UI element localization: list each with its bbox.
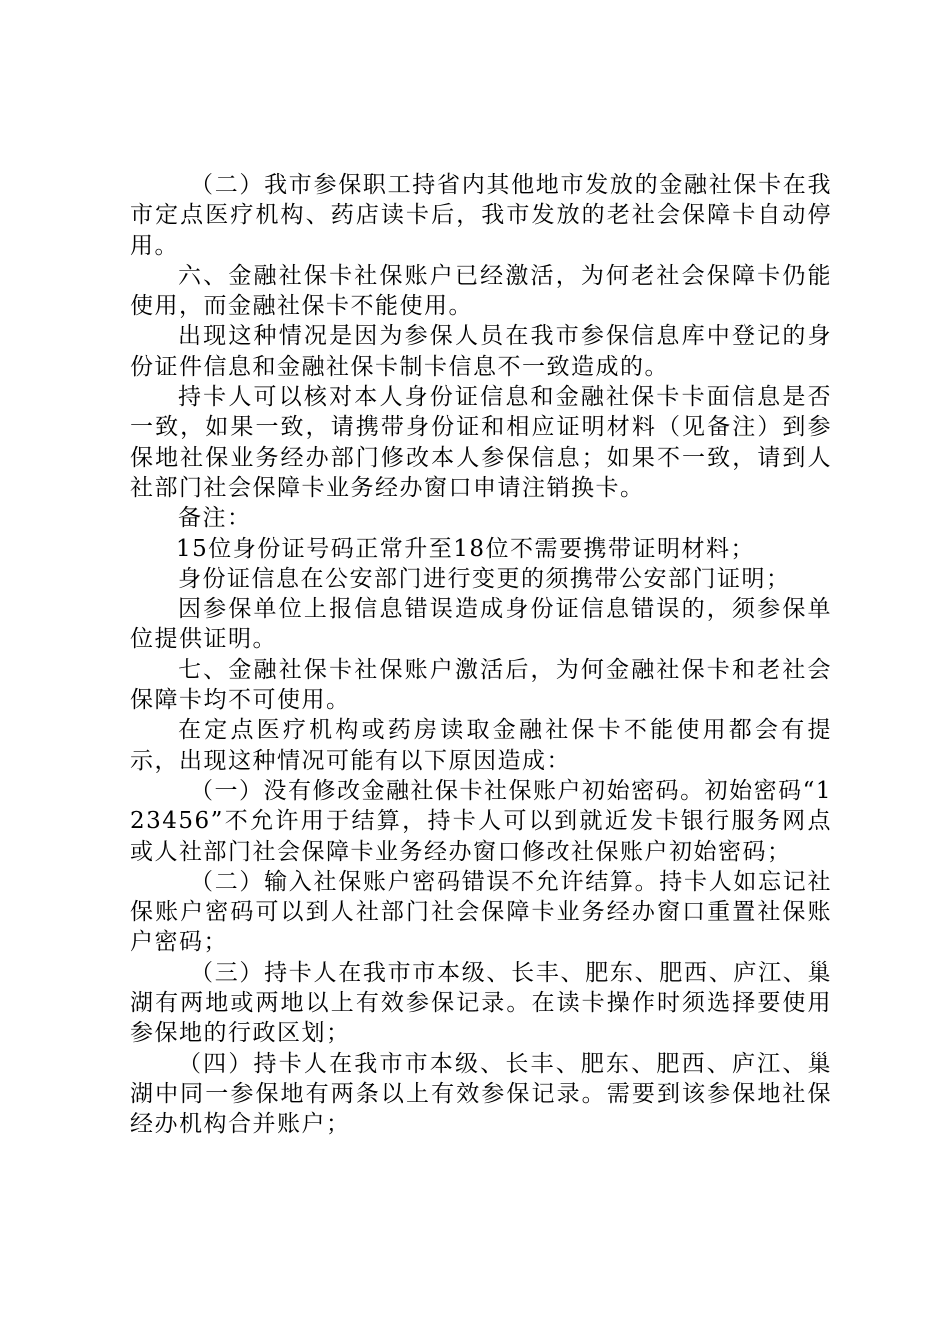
paragraph-6: 15位身份证号码正常升至18位不需要携带证明材料；	[176, 535, 756, 562]
paragraph-7: 身份证信息在公安部门进行变更的须携带公安部门证明；	[178, 565, 791, 592]
paragraph-1: （二）我市参保职工持省内其他地市发放的金融社保卡在我市定点医疗机构、药店读卡后，我市发放的老社会保障卡自动停用。	[130, 172, 832, 259]
paragraph-2: 六、金融社保卡社保账户已经激活，为何老社会保障卡仍能使用，而金融社保卡不能使用。	[130, 262, 832, 320]
paragraph-14: （四）持卡人在我市市本级、长丰、肥东、肥西、庐江、巢湖中同一参保地有两条以上有效参保记录。需要到该参保地社保经办机构合并账户；	[130, 1050, 832, 1138]
paragraph-8: 因参保单位上报信息错误造成身份证信息错误的，须参保单位提供证明。	[130, 596, 832, 653]
paragraph-4: 持卡人可以核对本人身份证信息和金融社保卡卡面信息是否一致，如果一致，请携带身份证和相应证明材料（见备注）到参保地社保业务经办部门修改本人参保信息；如果不一致，请到人社部门社会保障卡业务经办窗口申请注销换卡。	[130, 384, 832, 501]
paragraph-9: 七、金融社保卡社保账户激活后，为何金融社保卡和老社会保障卡均不可使用。	[130, 656, 832, 714]
paragraph-13: （三）持卡人在我市市本级、长丰、肥东、肥西、庐江、巢湖有两地或两地以上有效参保记录。在读卡操作时须选择要使用参保地的行政区划；	[130, 959, 832, 1047]
paragraph-11: （一）没有修改金融社保卡社保账户初始密码。初始密码“123456”不允许用于结算，持卡人可以到就近发卡银行服务网点或人社部门社会保障卡业务经办窗口修改社保账户初始密码；	[130, 777, 832, 865]
paragraph-5-note-heading: 备注：	[178, 505, 252, 532]
paragraph-12: （二）输入社保账户密码错误不允许结算。持卡人如忘记社保账户密码可以到人社部门社会保障卡业务经办窗口重置社保账户密码；	[130, 868, 832, 956]
document-body	[130, 170, 832, 1140]
paragraph-10: 在定点医疗机构或药房读取金融社保卡不能使用都会有提示，出现这种情况可能有以下原因造成：	[130, 717, 832, 774]
paragraph-3: 出现这种情况是因为参保人员在我市参保信息库中登记的身份证件信息和金融社保卡制卡信息不一致造成的。	[130, 323, 832, 380]
